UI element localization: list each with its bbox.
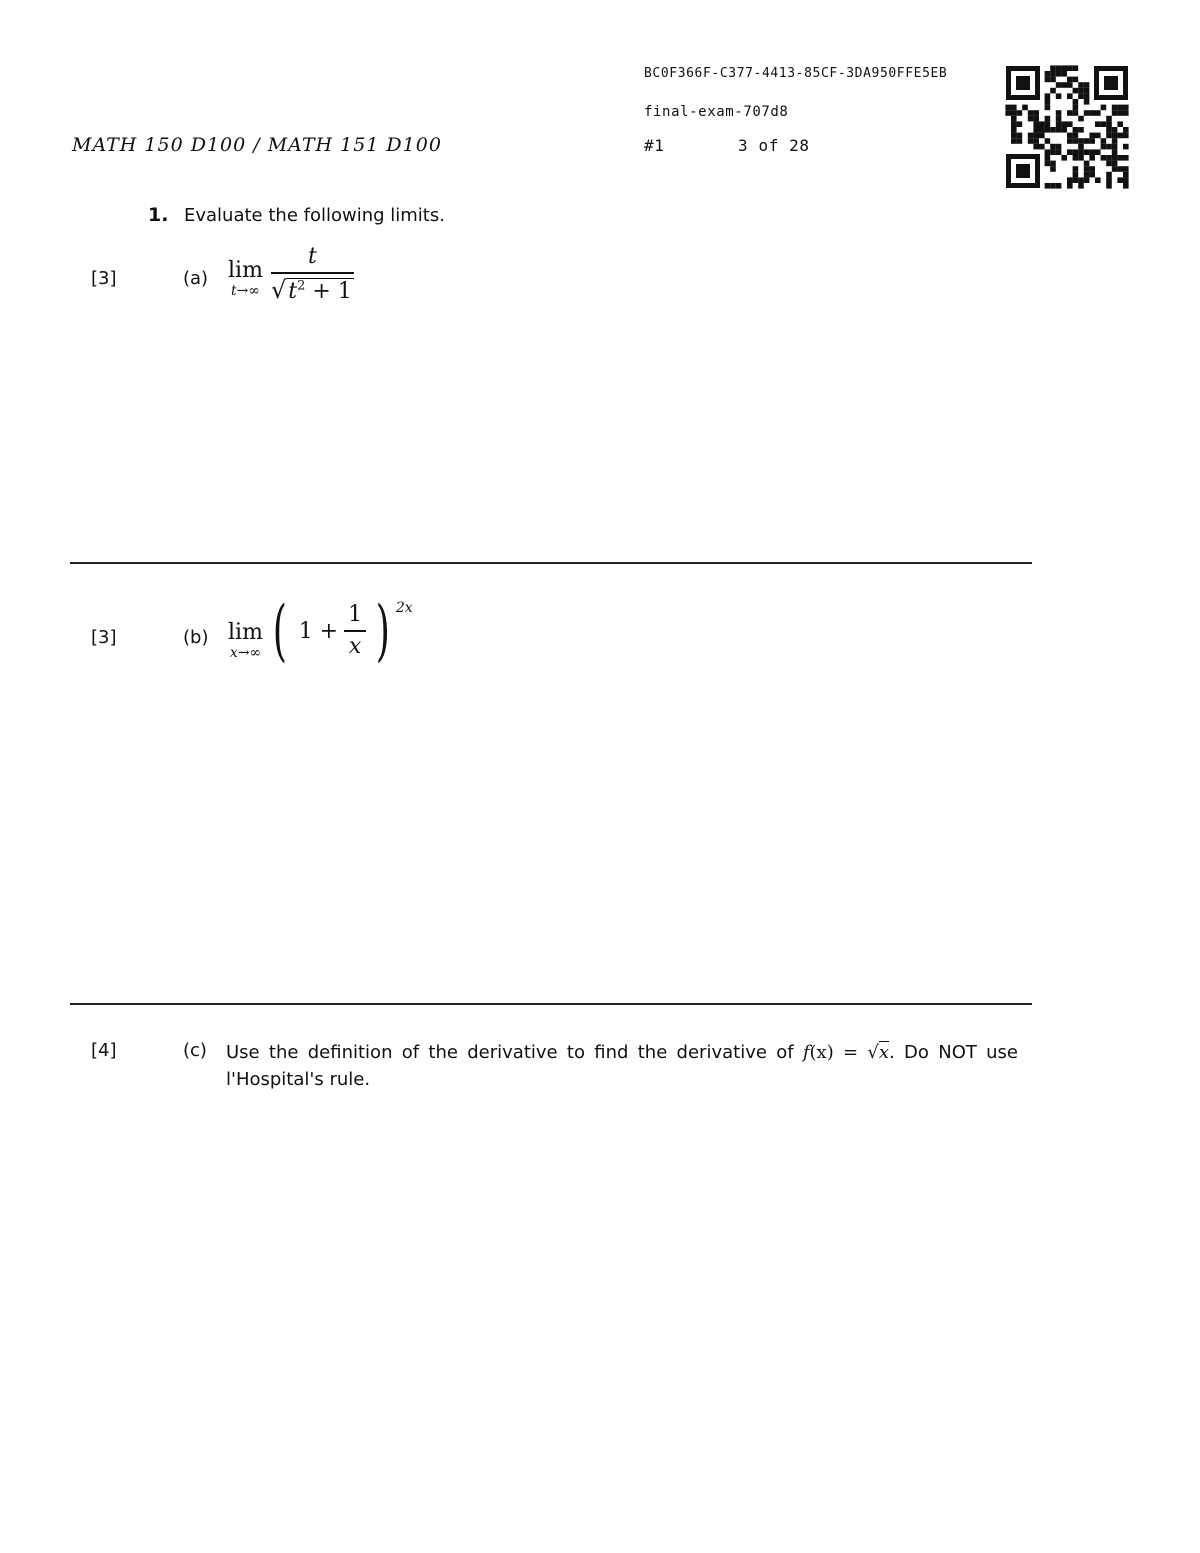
limit-expression-b: lim x→∞ ( 1 + $\frac{1}{x}$ ) 2x	[228, 592, 413, 669]
marks-part-b: [3]	[91, 627, 117, 648]
limit-operator: lim t→∞	[228, 258, 263, 300]
question-prompt: Evaluate the following limits.	[184, 205, 445, 226]
part-a-label: (a)	[183, 268, 209, 289]
question-number: 1.	[148, 204, 169, 226]
limit-expression-a	[228, 246, 354, 303]
marks-part-a: [3]	[91, 268, 117, 289]
marks-part-c: [4]	[91, 1040, 117, 1061]
part-c-label: (c)	[183, 1040, 207, 1061]
denominator: $√t^2 + 1$	[270, 275, 352, 304]
limit-operator: lim x→∞	[228, 620, 263, 661]
part-c-text: Use the definition of the derivative to find the derivative of f(x) = √x. Do NOT use l'Hospital's rule.	[226, 1042, 1019, 1090]
numerator: t	[307, 244, 317, 269]
fraction-a	[271, 246, 354, 303]
exponent: 2x	[395, 600, 413, 616]
section-divider	[70, 1003, 1032, 1005]
course-title: MATH 150 D100 / MATH 151 D100	[72, 134, 442, 156]
section-divider	[70, 562, 1032, 564]
fraction-b: $\frac{1}{x}$	[344, 604, 366, 658]
exam-name: final-exam-707d8	[644, 104, 789, 120]
question-tag: #1	[644, 136, 665, 155]
part-b-label: (b)	[183, 627, 209, 648]
page-counter: 3 of 28	[738, 136, 810, 155]
qr-code-icon	[1004, 64, 1130, 190]
exam-uuid: BC0F366F-C377-4413-85CF-3DA950FFE5EB	[644, 66, 948, 81]
